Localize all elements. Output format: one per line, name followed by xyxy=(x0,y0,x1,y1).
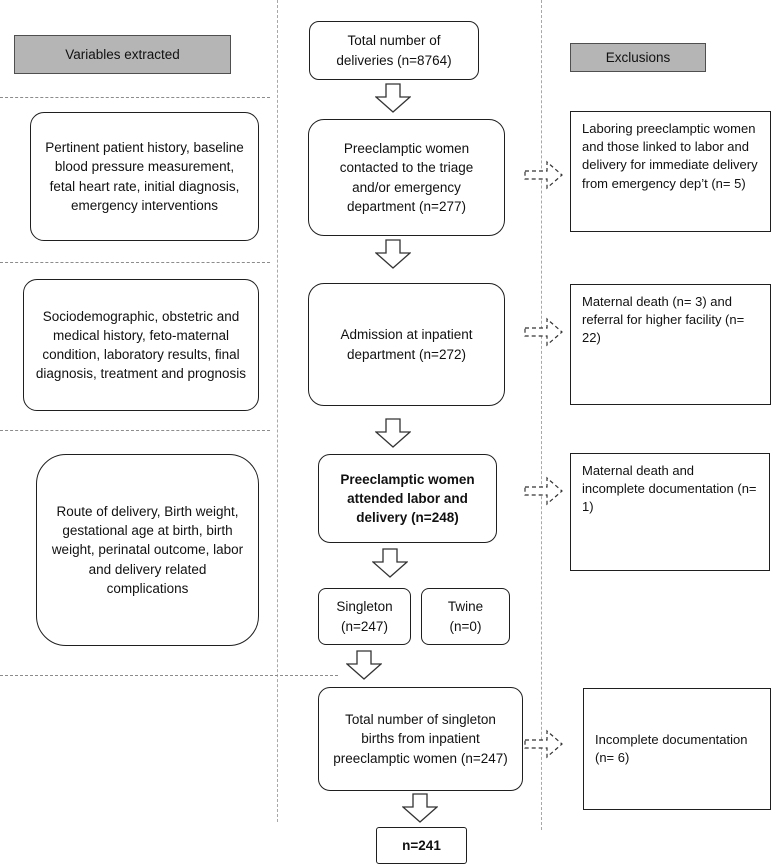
exclusion-box-2 xyxy=(570,284,771,405)
exclusions-header-label: Exclusions xyxy=(605,50,671,65)
exclusion-box-2-text: Maternal death (n= 3) and referral for higher facility (n= 22) xyxy=(582,294,745,346)
flow-box-triage xyxy=(308,119,505,236)
flow-box-admission-text: Admission at inpatient department (n=272) xyxy=(340,327,473,362)
flow-box-admission xyxy=(308,283,505,406)
down-arrow-icon xyxy=(372,548,408,578)
variables-box-2-text: Sociodemographic, obstetric and medical history, feto-maternal condition, laboratory results, final diagnosis, treatment and prognosis xyxy=(35,308,247,382)
exclusion-dashed-arrow-icon xyxy=(524,160,564,190)
variables-extracted-header-label: Variables extracted xyxy=(65,47,180,62)
flow-box-total-deliveries xyxy=(309,21,479,80)
variables-box-3 xyxy=(36,454,259,646)
variables-box-1 xyxy=(30,112,259,241)
variables-box-3-text: Route of delivery, Birth weight, gestational age at birth, birth weight, perinatal outcome, labor and delivery related complications xyxy=(51,504,244,596)
column-divider-left xyxy=(277,0,278,822)
exclusion-dashed-arrow-icon xyxy=(524,476,564,506)
row-divider-3 xyxy=(0,430,270,431)
row-divider-2 xyxy=(0,262,270,263)
down-arrow-icon xyxy=(375,239,411,269)
flow-box-twin xyxy=(421,588,510,645)
down-arrow-icon xyxy=(402,793,438,823)
exclusion-dashed-arrow-icon xyxy=(524,317,564,347)
row-divider-1 xyxy=(0,97,270,98)
flow-box-singleton-text: Singleton (n=247) xyxy=(336,599,393,634)
flow-box-total-singleton xyxy=(318,687,523,791)
variables-extracted-header xyxy=(14,35,231,74)
flow-box-final-count xyxy=(376,827,467,864)
exclusion-box-1-text: Laboring preeclamptic women and those linked to labor and delivery for immediate delivery from emergency dep’t (n= 5) xyxy=(582,121,758,191)
down-arrow-icon xyxy=(346,650,382,680)
exclusions-header xyxy=(570,43,706,72)
flow-box-singleton xyxy=(318,588,411,645)
flow-box-final-count-text: n=241 xyxy=(402,837,441,853)
exclusion-dashed-arrow-icon xyxy=(524,729,564,759)
exclusion-box-3 xyxy=(570,453,770,571)
flow-box-labor-delivery-text: Preeclamptic women attended labor and delivery (n=248) xyxy=(340,471,475,526)
flow-box-total-singleton-text: Total number of singleton births from inpatient preeclamptic women (n=247) xyxy=(333,712,508,766)
flow-box-triage-text: Preeclamptic women contacted to the triage and/or emergency department (n=277) xyxy=(339,141,474,214)
exclusion-box-3-text: Maternal death and incomplete documentation (n= 1) xyxy=(582,463,757,515)
exclusion-box-1 xyxy=(570,111,771,232)
variables-box-2 xyxy=(23,279,259,411)
down-arrow-icon xyxy=(375,418,411,448)
column-divider-right xyxy=(541,0,542,830)
exclusion-box-4 xyxy=(583,688,771,810)
exclusion-box-4-text: Incomplete documentation (n= 6) xyxy=(595,731,748,765)
flow-box-twin-text: Twine (n=0) xyxy=(447,599,484,634)
row-divider-4 xyxy=(0,675,338,676)
down-arrow-icon xyxy=(375,83,411,113)
flow-box-labor-delivery xyxy=(318,454,497,543)
flow-box-total-deliveries-text: Total number of deliveries (n=8764) xyxy=(336,33,452,68)
variables-box-1-text: Pertinent patient history, baseline blood pressure measurement, fetal heart rate, initial diagnosis, emergency interventions xyxy=(45,140,244,213)
